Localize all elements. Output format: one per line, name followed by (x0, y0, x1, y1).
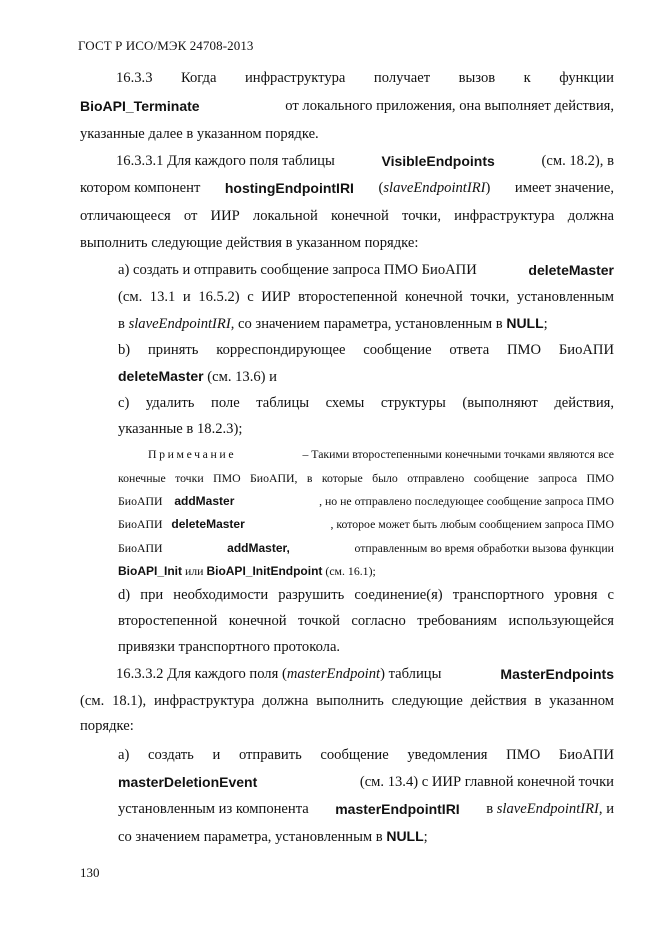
note-label: Примечание (148, 447, 237, 461)
page-number: 130 (80, 865, 100, 880)
page-header: ГОСТ Р ИСО/МЭК 24708-2013 (78, 38, 254, 53)
document-page: ГОСТ Р ИСО/МЭК 24708-2013 16.3.3 Когда инфраструктура получает вызов к функции BioAPI_Terminate от локального приложения, она выполняет действия, указанные далее в указанном порядке. 16.3.3.1 Для каждого поля таблицы VisibleEndpoints (см. 18.2), в котором компонент hostingEndpointIRI (slaveEndpointIRI) имеет значение, отличающееся от ИИР локальной конечной точки, инфраструктура должна выполнить следующие действия в указанном порядке: а) создать и отправить сообщение запроса ПМО БиоАПИ deleteMaster (см. 13.1 и 16.5.2) с ИИР второстепенной конечной точки, установленным в slaveEndpointIRI, со значением параметра, установленным в NULL; b) принять корреспондирующее сообщение ответа ПМО БиоАПИ deleteMaster (см. 13.6) и c) удалить поле таблицы схемы структуры (выполняют действия, указанные в 18.2.3); Примечание – Такими второстепенными конечными точками являются все конечные точки ПМО БиоАПИ, в которые было отправлено сообщение запроса ПМО БиоАПИ addMaster , но не отправлено последующее сообщение запроса ПМО БиоАПИ deleteMaster , которое может быть любым сообщением запроса ПМО БиоАПИ addMaster, отправленным во время обработки вызова функции BioAPI_Init или BioAPI_InitEndpoint (см. 16.1); d) при необходимости разрушить соединение(я) транспортного уровня с второстепенной конечной точкой согласно требованиям использующейся привязки транспортного протокола. 16.3.3.2 Для каждого поля (masterEndpoint) таблицы MasterEndpoints (см. 18.1), инфраструктура должна выполнить следующие действия в указанном порядке: а) создать и отправить сообщение уведомления ПМО БиоАПИ masterDeletionEvent (см. 13.4) с ИИР главной конечной точки установленным из компонента masterEndpointIRI в slaveEndpointIRI, и со значением параметра, установленным в NULL; 130 (78, 38, 614, 880)
